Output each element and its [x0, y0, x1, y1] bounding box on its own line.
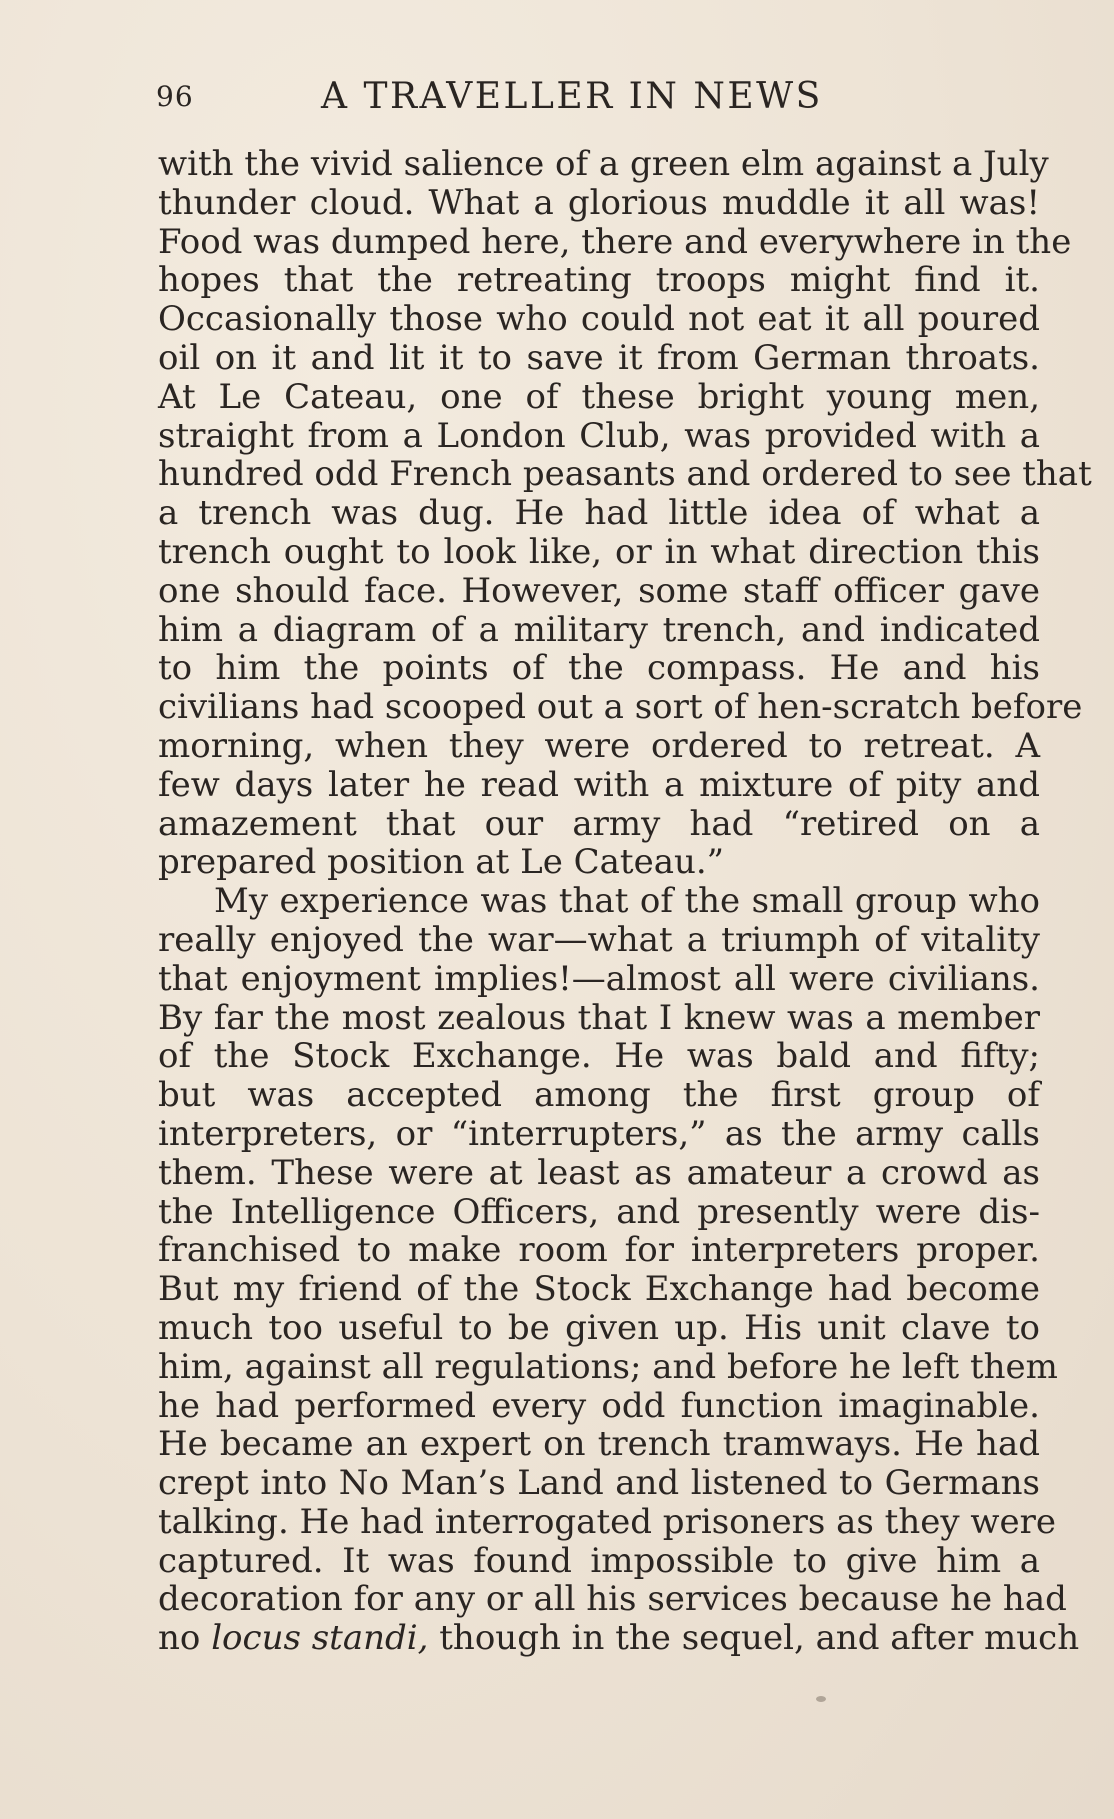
running-head [156, 76, 1036, 120]
text-line: amazement that our army had “retired on a [158, 803, 1040, 844]
text-line: talking. He had interrogated prisoners as they were [158, 1501, 1056, 1542]
text-line: hundred odd French peasants and ordered to see that [158, 454, 1092, 495]
text-line: really enjoyed the war—what a triumph of vitality [158, 919, 1040, 960]
text-line: Occasionally those who could not eat it all poured [158, 299, 1040, 340]
text-line: but was accepted among the first group of [158, 1075, 1040, 1116]
text-line: morning, when they were ordered to retreat. A [158, 725, 1040, 766]
text-line: them. These were at least as amateur a crowd as [158, 1152, 1040, 1193]
text-line: few days later he read with a mixture of pity and [158, 764, 1040, 805]
text-line: hopes that the retreating troops might find it. [158, 260, 1040, 301]
text-line: a trench was dug. He had little idea of what a [158, 493, 1040, 534]
text-line: much too useful to be given up. His unit clave to [158, 1307, 1040, 1348]
text-line: he had performed every odd function imaginable. [158, 1385, 1040, 1426]
text-line: franchised to make room for interpreters proper. [158, 1230, 1040, 1271]
text-line: decoration for any or all his services because he had [158, 1579, 1067, 1620]
text-line: At Le Cateau, one of these bright young men, [158, 376, 1040, 417]
printer-mark [816, 1696, 826, 1702]
text-line: oil on it and lit it to save it from German throats. [158, 337, 1040, 378]
text-line: prepared position at Le Cateau.” [158, 842, 725, 883]
text-line: crept into No Man’s Land and listened to Germans [158, 1463, 1040, 1504]
text-line: that enjoyment implies!—almost all were civilians. [158, 958, 1040, 999]
text-segment: no [158, 1618, 212, 1659]
text-line: But my friend of the Stock Exchange had become [158, 1269, 1040, 1310]
text-line: civilians had scooped out a sort of hen-scratch before [158, 687, 1083, 728]
text-line: thunder cloud. What a glorious muddle it all was! [158, 182, 1040, 223]
text-line: He became an expert on trench tramways. He had [158, 1424, 1040, 1465]
text-line: him, against all regulations; and before he left them [158, 1346, 1058, 1387]
text-line: with the vivid salience of a green elm against a July [158, 144, 1049, 184]
text-line: to him the points of the compass. He and his [158, 648, 1040, 689]
text-line: one should face. However, some staff officer gave [158, 570, 1040, 611]
text-line-paragraph-start: My experience was that of the small group who [214, 881, 1040, 922]
book-title: A TRAVELLER IN NEWS [321, 76, 823, 117]
page-number: 96 [156, 80, 194, 113]
text-line: Food was dumped here, there and everywhere in the [158, 221, 1072, 262]
text-line: By far the most zealous that I knew was a member [158, 997, 1040, 1038]
text-line-final [158, 1618, 1080, 1659]
italic-phrase: locus standi, [211, 1618, 429, 1659]
text-line: straight from a London Club, was provided with a [158, 415, 1040, 456]
text-segment: though in the sequel, and after much [428, 1618, 1080, 1659]
text-line: interpreters, or “interrupters,” as the army calls [158, 1113, 1040, 1154]
text-line: him a diagram of a military trench, and indicated [158, 609, 1040, 650]
text-line: trench ought to look like, or in what direction this [158, 531, 1040, 572]
body-text [158, 144, 1092, 1659]
text-line: captured. It was found impossible to give him a [158, 1540, 1040, 1581]
text-line: the Intelligence Officers, and presently were dis- [158, 1191, 1040, 1232]
text-line: of the Stock Exchange. He was bald and fifty; [158, 1036, 1040, 1077]
